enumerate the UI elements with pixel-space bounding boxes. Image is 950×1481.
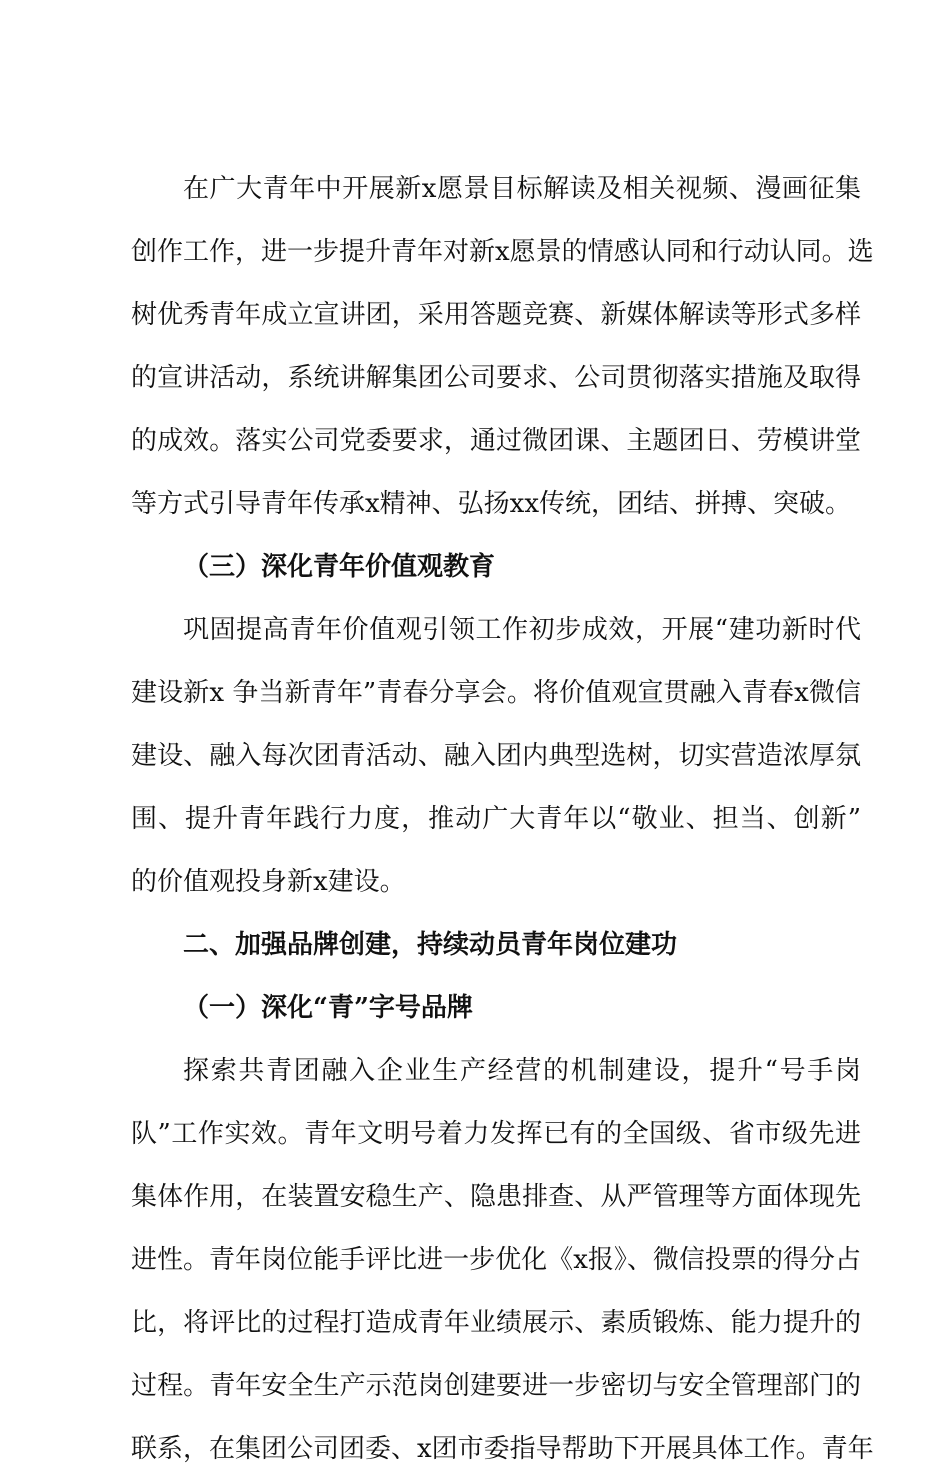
paragraph-line: 探索共青团融入企业生产经营的机制建设，提升“号手岗: [183, 1056, 861, 1086]
paragraph-line: 围、提升青年践行力度，推动广大青年以“敬业、担当、创新”: [131, 804, 861, 834]
paragraph-line: 等方式引导青年传承x精神、弘扬xx传统，团结、拼搏、突破。: [131, 489, 851, 519]
paragraph-line: 在广大青年中开展新x愿景目标解读及相关视频、漫画征集: [183, 174, 861, 204]
document-body: [131, 158, 874, 1481]
paragraph-line: 创作工作，进一步提升青年对新x愿景的情感认同和行动认同。选: [131, 237, 874, 267]
paragraph-line: 巩固提高青年价值观引领工作初步成效，开展“建功新时代: [183, 615, 861, 645]
paragraph-line: 建设新x 争当新青年”青春分享会。将价值观宣贯融入青春x微信: [131, 678, 861, 708]
paragraph-line: 过程。青年安全生产示范岗创建要进一步密切与安全管理部门的: [131, 1371, 861, 1401]
section-heading: 二、加强品牌创建，持续动员青年岗位建功: [183, 930, 678, 960]
paragraph-line: 队”工作实效。青年文明号着力发挥已有的全国级、省市级先进: [131, 1119, 861, 1149]
paragraph-line: 的宣讲活动，系统讲解集团公司要求、公司贯彻落实措施及取得: [131, 363, 861, 393]
subsection-heading: （一）深化“青”字号品牌: [183, 993, 473, 1023]
paragraph-line: 树优秀青年成立宣讲团，采用答题竞赛、新媒体解读等形式多样: [131, 300, 861, 330]
paragraph-line: 的价值观投身新x建设。: [131, 867, 406, 897]
paragraph-line: 进性。青年岗位能手评比进一步优化《x报》、微信投票的得分占: [131, 1245, 861, 1275]
paragraph-line: 集体作用，在装置安稳生产、隐患排查、从严管理等方面体现先: [131, 1182, 861, 1212]
paragraph-line: 联系，在集团公司团委、x团市委指导帮助下开展具体工作。青年: [131, 1434, 874, 1464]
paragraph-line: 比，将评比的过程打造成青年业绩展示、素质锻炼、能力提升的: [131, 1308, 861, 1338]
paragraph-line: 的成效。落实公司党委要求，通过微团课、主题团日、劳模讲堂: [131, 426, 861, 456]
subsection-heading: （三）深化青年价值观教育: [183, 552, 496, 582]
paragraph-line: 建设、融入每次团青活动、融入团内典型选树，切实营造浓厚氛: [131, 741, 861, 771]
